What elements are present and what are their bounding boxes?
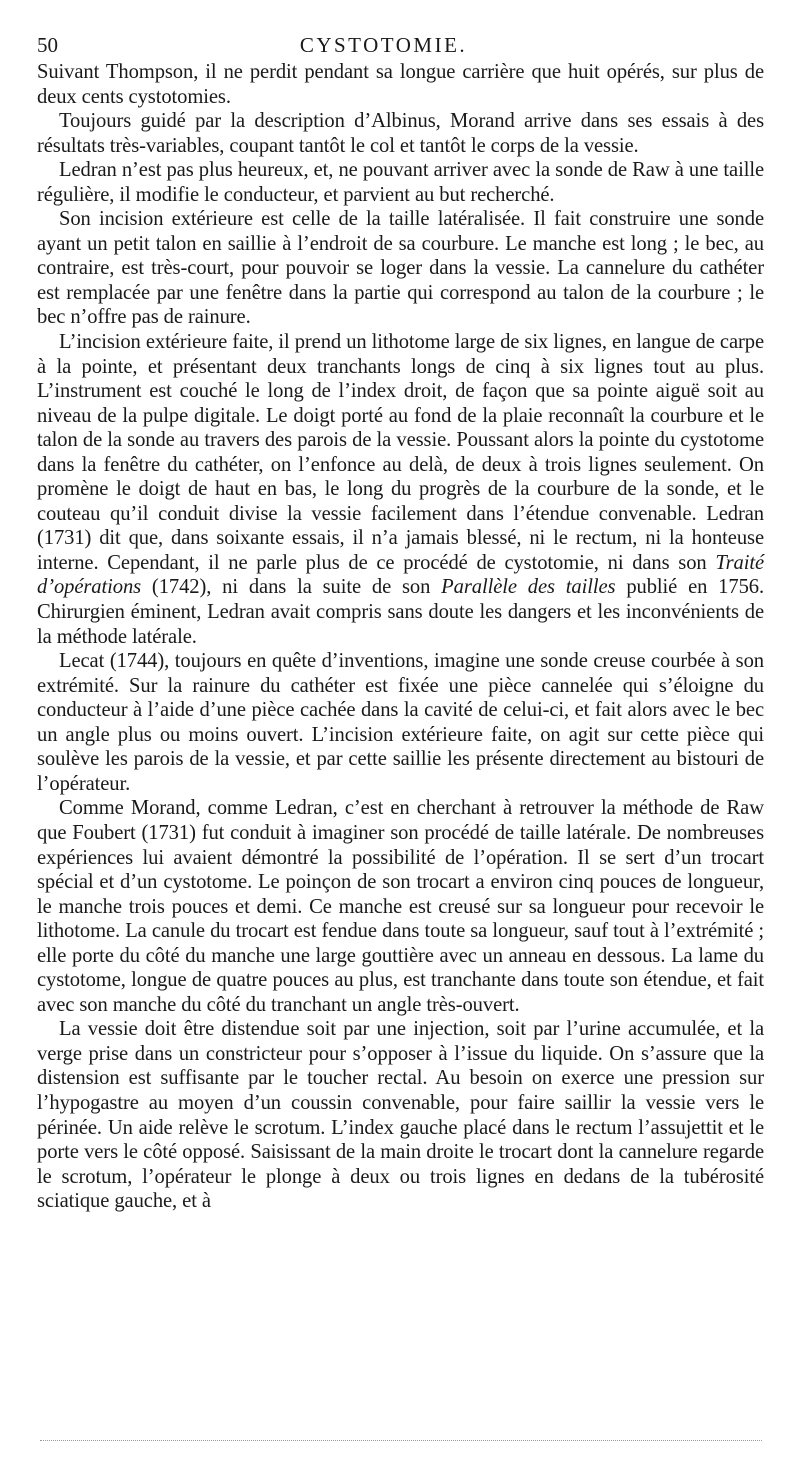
italic-title: Traité d’opérations <box>37 551 764 599</box>
text-run: Toujours guidé par la description d’Albinus, Morand arrive dans ses essais à des résultats très-variables, coupant tantôt le col et tantôt le corps de la vessie. <box>37 110 764 157</box>
paragraph <box>37 158 764 207</box>
text-run: (1742), ni dans la suite de son <box>141 576 442 599</box>
running-title: CYSTOTOMIE. <box>299 33 468 57</box>
text-run: La vessie doit être distendue soit par une injection, soit par l’urine accumulée, et la verge prise dans un constricteur pour s’opposer à l’issue du liquide. On s’assure que la distension est suffisante par le toucher rectal. Au besoin on exerce une pression sur l’hypogastre au moyen d’un coussin convenable, pour faire saillir la vessie vers le périnée. Un aide relève le scrotum. L’index gauche placé dans le rectum l’assujettit et le porte vers le côté opposé. Saisissant de la main droite le trocart dont la cannelure regarde le scrotum, l’opérateur le plonge à deux ou trois lignes en dedans de la tubérosité sciatique gauche, et à <box>37 1018 764 1213</box>
text-run: Suivant Thompson, il ne perdit pendant sa longue carrière que huit opérés, sur plus de deux cents cystotomies. <box>37 61 764 108</box>
body-text <box>37 60 764 1214</box>
paragraph <box>37 109 764 158</box>
text-run: publié en 1756. Chirurgien éminent, Ledran avait compris sans doute les dangers et les inconvénients de la méthode latérale. <box>37 576 765 648</box>
bottom-dotted-rule <box>40 1440 762 1441</box>
italic-title: Parallèle des tailles <box>441 576 616 599</box>
text-run: L’incision extérieure faite, il prend un lithotome large de six lignes, en langue de carpe à la pointe, et présentant deux tranchants longs de cinq à six lignes tout au plus. L’instrument est couché le long de l’index droit, de façon que sa pointe aiguë soit au niveau de la pulpe digitale. Le doigt porté au fond de la plaie reconnaît la courbure et le talon de la sonde au travers des parois de la vessie. Poussant alors la pointe du cystotome dans la fenêtre du cathéter, on l’enfonce au delà, de deux à trois lignes seulement. On promène le doigt de haut en bas, le long du progrès de la courbure de la sonde, et le couteau qu’il conduit divise la vessie facilement dans l’étendue convenable. Ledran (1731) dit que, dans soixante essais, il n’a jamais blessé, ni le rectum, ni la honteuse interne. Cependant, il ne parle plus de ce procédé de cystotomie, ni dans son <box>37 331 764 574</box>
text-run: Lecat (1744), toujours en quête d’inventions, imagine une sonde creuse courbée à son extrémité. Sur la rainure du cathéter est fixée une pièce cannelée qui s’éloigne du conducteur à l’aide d’une pièce cachée dans la cavité de celui-ci, et fait alors avec le bec un angle plus ou moins ouvert. L’incision extérieure faite, on agit sur cette pièce qui soulève les parois de la vessie, et par cette saillie les présente directement au bistouri de l’opérateur. <box>37 650 764 795</box>
text-run: Son incision extérieure est celle de la taille latéralisée. Il fait construire une sonde ayant un petit talon en saillie à l’endroit de sa courbure. Le manche est long ; le bec, au contraire, est très-court, pour pouvoir se loger dans la vessie. La cannelure du cathéter est remplacée par une fenêtre dans la partie qui correspond au talon de la courbure ; le bec n’offre pas de rainure. <box>37 208 764 329</box>
page-number: 50 <box>37 33 58 57</box>
paragraph <box>37 796 764 1017</box>
text-run: Ledran n’est pas plus heureux, et, ne pouvant arriver avec la sonde de Raw à une taille régulière, il modifie le conducteur, et parvient au but recherché. <box>37 159 764 206</box>
paragraph <box>37 60 764 109</box>
paragraph <box>37 207 764 330</box>
running-head <box>37 30 764 60</box>
text-run: Comme Morand, comme Ledran, c’est en cherchant à retrouver la méthode de Raw que Foubert (1731) fut conduit à imaginer son procédé de taille latérale. De nombreuses expériences lui avaient démontré la possibilité de l’opération. Il se sert d’un trocart spécial et d’un cystotome. Le poinçon de son trocart a environ cinq pouces de longueur, le manche trois pouces et demi. Ce manche est creusé sur sa longueur pour recevoir le lithotome. La canule du trocart est fendue dans toute sa longueur, sauf tout à l’extrémité ; elle porte du côté du manche une large gouttière avec un anneau en dessous. La lame du cystotome, longue de quatre pouces au plus, est tranchante dans toute son étendue, et fait avec son manche du côté du tranchant un angle très-ouvert. <box>37 797 764 1016</box>
paragraph <box>37 330 764 649</box>
paragraph <box>37 649 764 796</box>
paragraph <box>37 1017 764 1213</box>
